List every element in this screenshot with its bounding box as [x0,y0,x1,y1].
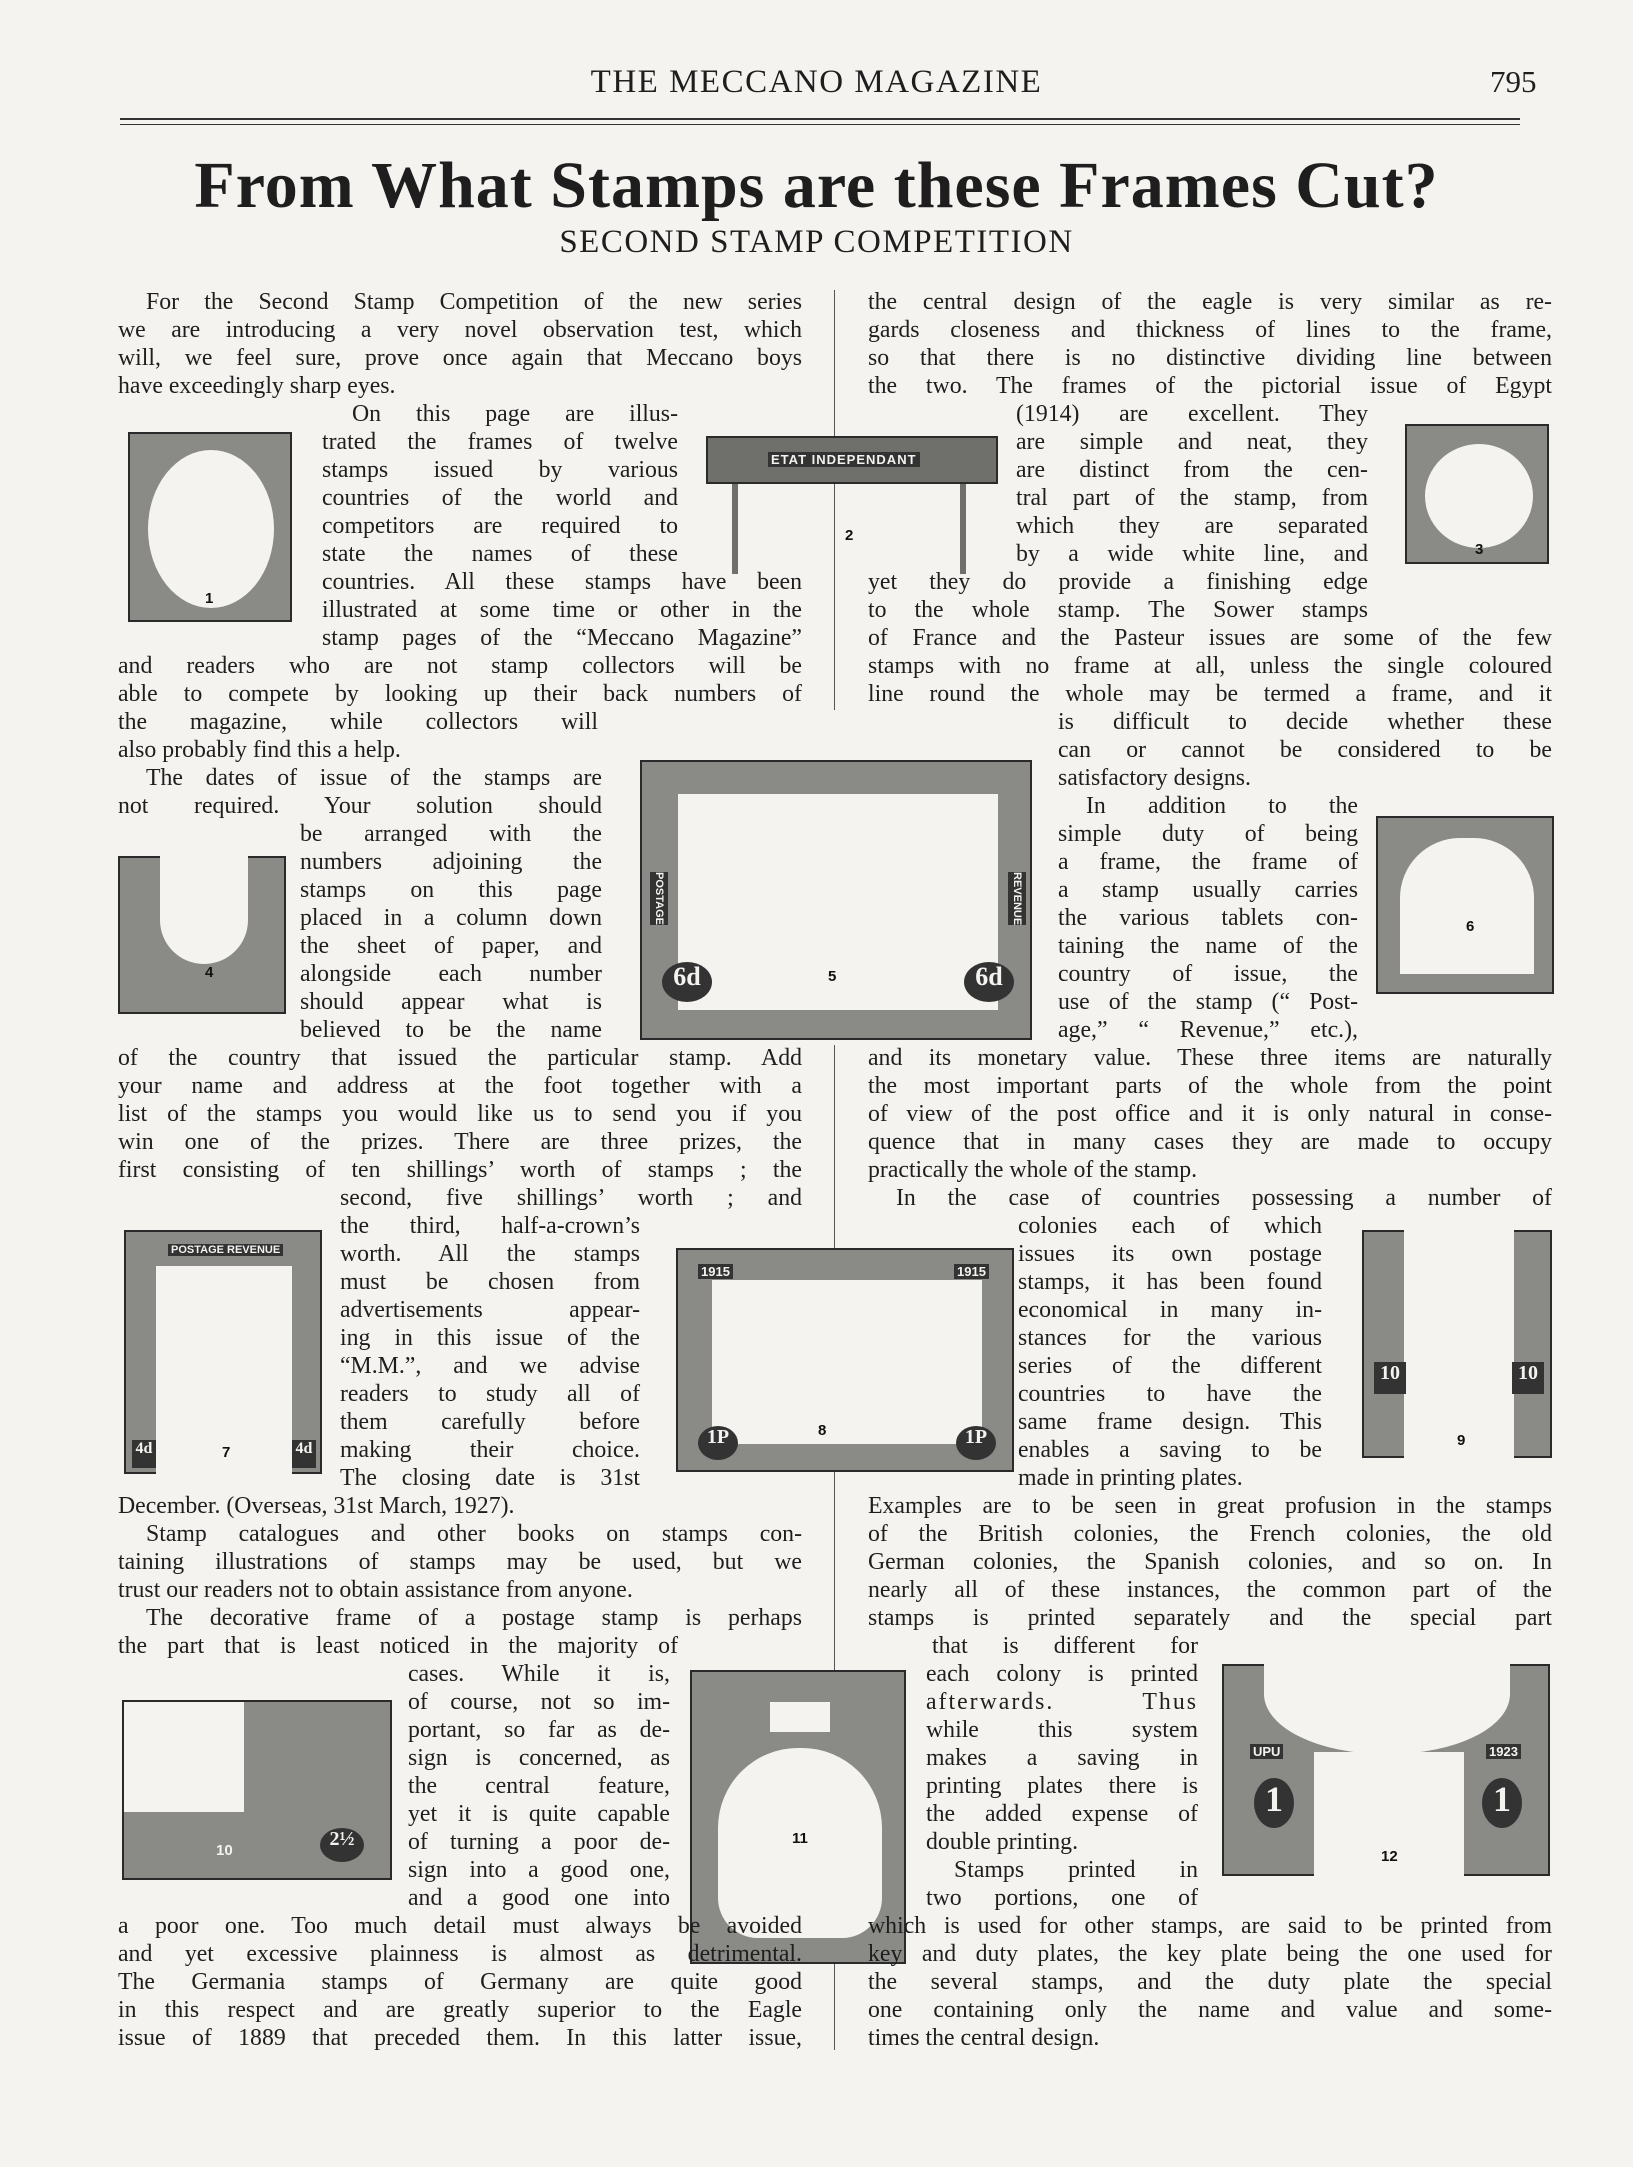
left-line: stamps on this page [300,877,602,903]
left-line: your name and address at the foot together with a [118,1073,802,1099]
left-line: must be chosen from [340,1269,640,1295]
right-line: the added expense of [926,1801,1198,1827]
left-line: able to compete by looking up their back numbers of [118,681,802,707]
left-line: the third, half-a-crown’s [340,1213,640,1239]
left-line: should appear what is [300,989,602,1015]
left-line: Stamp catalogues and other books on stamps con- [146,1521,802,1547]
left-line: yet it is quite capable [408,1801,670,1827]
left-line: the central feature, [408,1773,670,1799]
right-line: that is different for [932,1633,1198,1659]
right-line: a stamp usually carries [1058,877,1358,903]
stamp-2-left-post [732,484,738,574]
right-line: are distinct from the cen- [1016,457,1368,483]
left-line: illustrated at some time or other in the [322,597,802,623]
left-line: have exceedingly sharp eyes. [118,373,396,399]
right-line: of the British colonies, the French colonies, the old [868,1521,1552,1547]
left-line: of the country that issued the particular stamp. Add [118,1045,802,1071]
right-line: the most important parts of the whole from the point [868,1073,1552,1099]
header-rule-thin [120,124,1520,125]
left-line: portant, so far as de- [408,1717,670,1743]
right-line: the two. The frames of the pictorial issue of Egypt [868,373,1552,399]
left-line: trated the frames of twelve [322,429,678,455]
left-line: sign into a good one, [408,1857,670,1883]
right-line: can or cannot be considered to be [1058,737,1552,763]
left-line: list of the stamps you would like us to send you if you [118,1101,802,1127]
right-line: of view of the post office and it is only natural in conse- [868,1101,1552,1127]
right-line: In addition to the [1086,793,1358,819]
left-line: in this respect and are greatly superior to the Eagle [118,1997,802,2023]
right-line: same frame design. This [1018,1409,1322,1435]
left-line: stamp pages of the “Meccano Magazine” [322,625,802,651]
stamp-2-number: 2 [845,527,854,544]
right-line: taining the name of the [1058,933,1358,959]
right-line: the several stamps, and the duty plate the special [868,1969,1552,1995]
stamp-frame-11: 11 [690,1670,906,1964]
left-line: The closing date is 31st [340,1465,640,1491]
left-line: “M.M.”, and we advise [340,1353,640,1379]
left-line: For the Second Stamp Competition of the new series [146,289,802,315]
right-line: colonies each of which [1018,1213,1322,1239]
right-line: In the case of countries possessing a number of [896,1185,1552,1211]
left-line: second, five shillings’ worth ; and [340,1185,802,1211]
article-subtitle: SECOND STAMP COMPETITION [559,224,1074,260]
left-line: not required. Your solution should [118,793,602,819]
left-line: we are introducing a very novel observation test, which [118,317,802,343]
right-line: times the central design. [868,2025,1100,2051]
right-line: which they are separated [1016,513,1368,539]
right-line: key and duty plates, the key plate being the one used for [868,1941,1552,1967]
article-title: From What Stamps are these Frames Cut? [194,149,1439,222]
right-line: German colonies, the Spanish colonies, and so on. In [868,1549,1552,1575]
right-line: is difficult to decide whether these [1058,709,1552,735]
right-line: and its monetary value. These three items are naturally [868,1045,1552,1071]
right-line: Stamps printed in [954,1857,1198,1883]
left-line: first consisting of ten shillings’ worth of stamps ; the [118,1157,802,1183]
stamp-frame-7: POSTAGE REVENUE 4d 4d 7 [124,1230,322,1474]
right-line: quence that in many cases they are made to occupy [868,1129,1552,1155]
right-line: so that there is no distinctive dividing line between [868,345,1552,371]
left-line: win one of the prizes. There are three prizes, the [118,1129,802,1155]
column-divider [834,290,835,710]
left-line: worth. All the stamps [340,1241,640,1267]
right-line: the various tablets con- [1058,905,1358,931]
left-line: competitors are required to [322,513,678,539]
right-line: nearly all of these instances, the common part of the [868,1577,1552,1603]
left-line: also probably find this a help. [118,737,401,763]
left-line: state the names of these [322,541,678,567]
right-line: yet they do provide a finishing edge [868,569,1368,595]
left-line: The dates of issue of the stamps are [146,765,602,791]
right-line: issues its own postage [1018,1241,1322,1267]
left-line: placed in a column down [300,905,602,931]
right-line: economical in many in- [1018,1297,1322,1323]
right-line: afterwards. Thus [926,1689,1198,1715]
left-line: and a good one into [408,1885,670,1911]
left-line: readers to study all of [340,1381,640,1407]
left-line: the part that is least noticed in the majority of [118,1633,678,1659]
left-line: be arranged with the [300,821,602,847]
right-line: line round the whole may be termed a frame, and it [868,681,1552,707]
stamp-frame-12: UPU 1923 1 1 12 [1222,1664,1550,1876]
left-line: taining illustrations of stamps may be used, but we [118,1549,802,1575]
left-line: numbers adjoining the [300,849,602,875]
right-line: use of the stamp (“ Post- [1058,989,1358,1015]
left-line: of turning a poor de- [408,1829,670,1855]
right-line: series of the different [1018,1353,1322,1379]
right-line: made in printing plates. [1018,1465,1243,1491]
stamp-frame-5: POSTAGE REVENUE 6d 6d 5 [640,760,1032,1040]
right-line: while this system [926,1717,1198,1743]
left-line: of course, not so im- [408,1689,670,1715]
stamp-frame-3: 3 [1405,424,1549,564]
left-line: making their choice. [340,1437,640,1463]
stamp-frame-10: 2½ 10 [122,1700,392,1880]
page-number: 795 [1490,64,1537,99]
right-line: to the whole stamp. The Sower stamps [868,597,1368,623]
right-line: stamps with no frame at all, unless the single coloured [868,653,1552,679]
left-line: stamps issued by various [322,457,678,483]
right-line: two portions, one of [926,1885,1198,1911]
right-line: Examples are to be seen in great profusion in the stamps [868,1493,1552,1519]
left-line: them carefully before [340,1409,640,1435]
stamp-frame-6: 6 [1376,816,1554,994]
left-line: ing in this issue of the [340,1325,640,1351]
right-line: makes a saving in [926,1745,1198,1771]
left-line: issue of 1889 that preceded them. In this latter issue, [118,2025,802,2051]
stamp-2-right-post [960,484,966,574]
right-line: a frame, the frame of [1058,849,1358,875]
right-line: gards closeness and thickness of lines to the frame, [868,317,1552,343]
left-line: and yet excessive plainness is almost as detrimental. [118,1941,802,1967]
right-line: double printing. [926,1829,1079,1855]
right-line: age,” “ Revenue,” etc.), [1058,1017,1358,1043]
right-line: country of issue, the [1058,961,1358,987]
right-line: stamps, it has been found [1018,1269,1322,1295]
left-line: advertisements appear- [340,1297,640,1323]
header-rule [120,118,1520,120]
left-line: and readers who are not stamp collectors will be [118,653,802,679]
right-line: simple duty of being [1058,821,1358,847]
right-line: which is used for other stamps, are said to be printed from [868,1913,1552,1939]
right-line: of France and the Pasteur issues are some of the few [868,625,1552,651]
left-line: The Germania stamps of Germany are quite good [118,1969,802,1995]
right-line: each colony is printed [926,1661,1198,1687]
left-line: will, we feel sure, prove once again that Meccano boys [118,345,802,371]
right-line: stamps is printed separately and the special part [868,1605,1552,1631]
left-line: The decorative frame of a postage stamp is perhaps [146,1605,802,1631]
left-line: alongside each number [300,961,602,987]
left-line: the magazine, while collectors will [118,709,598,735]
right-line: enables a saving to be [1018,1437,1322,1463]
left-line: countries of the world and [322,485,678,511]
stamp-frame-4: 4 [118,856,286,1014]
stamp-frame-1: 1 [128,432,292,622]
left-line: cases. While it is, [408,1661,670,1687]
right-line: are simple and neat, they [1016,429,1368,455]
right-line: the central design of the eagle is very similar as re- [868,289,1552,315]
right-line: (1914) are excellent. They [1016,401,1368,427]
right-line: satisfactory designs. [1058,765,1251,791]
left-line: countries. All these stamps have been [322,569,802,595]
running-title: THE MECCANO MAGAZINE [590,64,1043,100]
right-line: stances for the various [1018,1325,1322,1351]
left-line: a poor one. Too much detail must always be avoided [118,1913,802,1939]
right-line: practically the whole of the stamp. [868,1157,1198,1183]
right-line: countries to have the [1018,1381,1322,1407]
left-line: December. (Overseas, 31st March, 1927). [118,1493,515,1519]
left-line: sign is concerned, as [408,1745,670,1771]
left-line: believed to be the name [300,1017,602,1043]
left-line: the sheet of paper, and [300,933,602,959]
right-line: by a wide white line, and [1016,541,1368,567]
right-line: one containing only the name and value and some- [868,1997,1552,2023]
stamp-frame-9: 10 10 9 [1362,1230,1552,1458]
right-line: tral part of the stamp, from [1016,485,1368,511]
left-line: On this page are illus- [352,401,678,427]
right-line: printing plates there is [926,1773,1198,1799]
left-line: trust our readers not to obtain assistance from anyone. [118,1577,633,1603]
stamp-frame-2: ETAT INDEPENDANT [706,436,998,484]
stamp-frame-8: 1915 1915 1P 1P 8 [676,1248,1014,1472]
